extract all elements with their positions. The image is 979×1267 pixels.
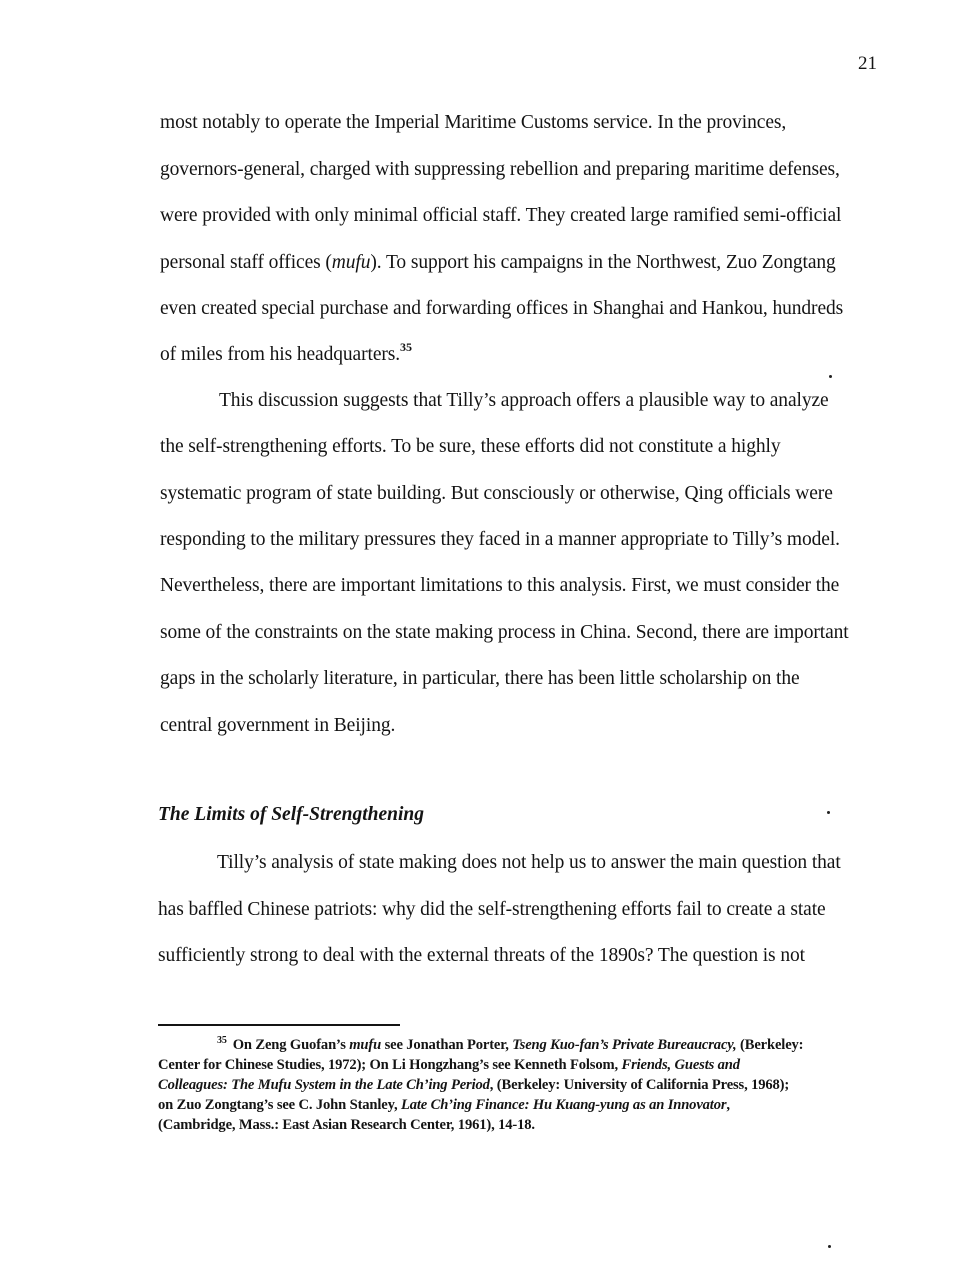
body-line: systematic program of state building. But consciously or otherwise, Qing officials were (160, 483, 833, 504)
scan-speck (827, 811, 830, 814)
body-line: central government in Beijing. (160, 715, 396, 736)
footnote-line: (Cambridge, Mass.: East Asian Research Center, 1961), 14-18. (158, 1117, 535, 1133)
body-line: of miles from his headquarters.$^{35}$ (160, 340, 412, 365)
body-line: Nevertheless, there are important limitations to this analysis. First, we must consider the (160, 575, 840, 596)
body-line: personal staff offices (mufu). To support his campaigns in the Northwest, Zuo Zongtang (160, 252, 836, 273)
body-line: even created special purchase and forwarding offices in Shanghai and Hankou, hundreds (160, 298, 844, 319)
footnote-line: Colleagues: The Mufu System in the Late Ch’ing Period, (Berkeley: University of California Press, 1968); (158, 1077, 790, 1093)
footnote-rule (158, 1024, 400, 1026)
body-line: some of the constraints on the state making process in China. Second, there are important (160, 622, 849, 643)
footnote-line: $^{35}$ On Zeng Guofan’s mufu see Jonathan Porter, Tseng Kuo-fan’s Private Bureaucracy, (Berkeley: (217, 1035, 804, 1053)
footnote-ref: 35 (400, 340, 412, 354)
body-line: were provided with only minimal official staff. They created large ramified semi-official (160, 205, 842, 226)
scan-speck (828, 1245, 831, 1248)
body-line: sufficiently strong to deal with the external threats of the 1890s? The question is not (158, 945, 805, 966)
body-line: gaps in the scholarly literature, in particular, there has been little scholarship on the (160, 668, 800, 689)
body-line: most notably to operate the Imperial Maritime Customs service. In the provinces, (160, 112, 787, 133)
scan-speck (829, 375, 832, 378)
footnote-line: Center for Chinese Studies, 1972); On Li Hongzhang’s see Kenneth Folsom, Friends, Guests and (158, 1057, 740, 1073)
page-number: 21 (858, 53, 877, 74)
body-line: governors-general, charged with suppressing rebellion and preparing maritime defenses, (160, 159, 840, 180)
section-heading: The Limits of Self-Strengthening (158, 804, 424, 825)
body-line: This discussion suggests that Tilly’s approach offers a plausible way to analyze (219, 390, 829, 411)
body-line: the self-strengthening efforts. To be sure, these efforts did not constitute a highly (160, 436, 781, 457)
body-line: responding to the military pressures they faced in a manner appropriate to Tilly’s model. (160, 529, 840, 550)
body-line: has baffled Chinese patriots: why did the self-strengthening efforts fail to create a state (158, 899, 826, 920)
body-line: Tilly’s analysis of state making does not help us to answer the main question that (217, 852, 841, 873)
footnote-line: on Zuo Zongtang’s see C. John Stanley, Late Ch’ing Finance: Hu Kuang-yung as an Innovator, (158, 1097, 730, 1113)
footnote-number: 35 (217, 1035, 227, 1046)
